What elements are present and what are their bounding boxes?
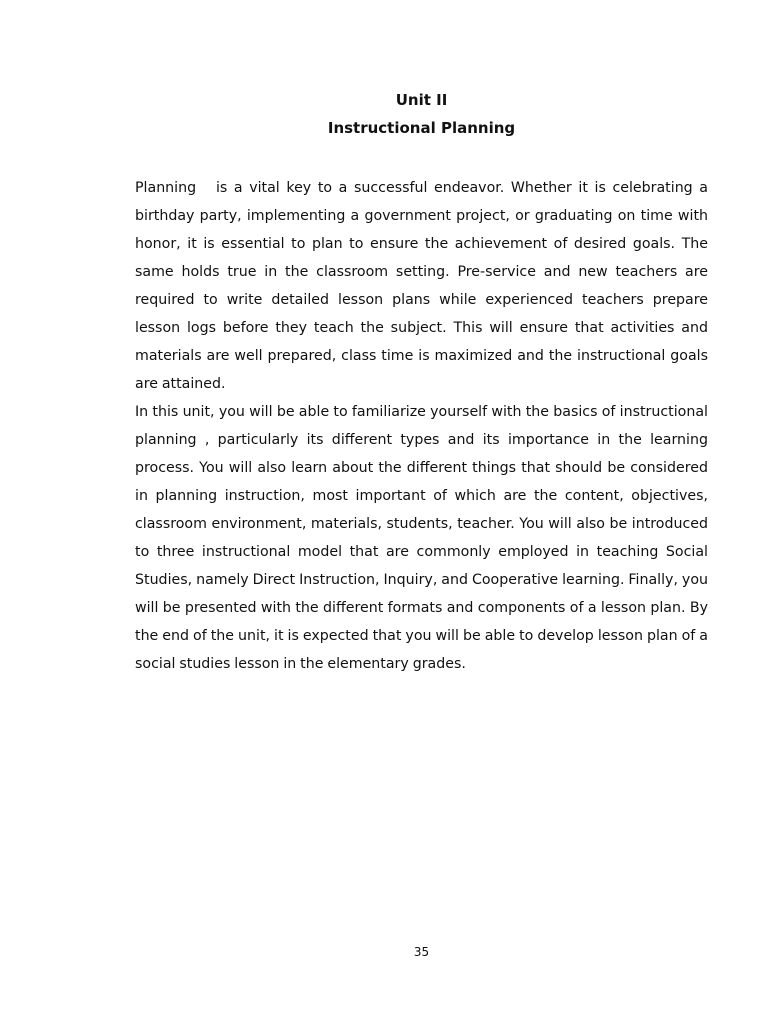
paragraph-unit-overview: In this unit, you will be able to familiarize yourself with the basics of instructional planning , particularly its different types and its importance in the learning process. You will also learn about the different things that should be considered in planning instruction, most important of which are the content, objectives, classroom environment, materials, students, teacher. You will also be introduced to three instructional model that are commonly employed in teaching Social Studies, namely Direct Instruction, Inquiry, and Cooperative learning. Finally, you will be presented with the different formats and components of a lesson plan. By the end of the unit, it is expected that you will be able to develop lesson plan of a social studies lesson in the elementary grades.	[135, 404, 712, 672]
page-number: 35	[413, 945, 430, 959]
body-text	[135, 174, 712, 678]
unit-title: Unit II	[395, 91, 448, 109]
section-title: Instructional Planning	[327, 119, 516, 137]
paragraph-intro: Planning is a vital key to a successful endeavor. Whether it is celebrating a birthday party, implementing a government project, or graduating on time with honor, it is essential to plan to ensure the achievement of desired goals. The same holds true in the classroom setting. Pre-service and new teachers are required to write detailed lesson plans while experienced teachers prepare lesson logs before they teach the subject. This will ensure that activities and materials are well prepared, class time is maximized and the instructional goals are attained.	[135, 180, 712, 392]
